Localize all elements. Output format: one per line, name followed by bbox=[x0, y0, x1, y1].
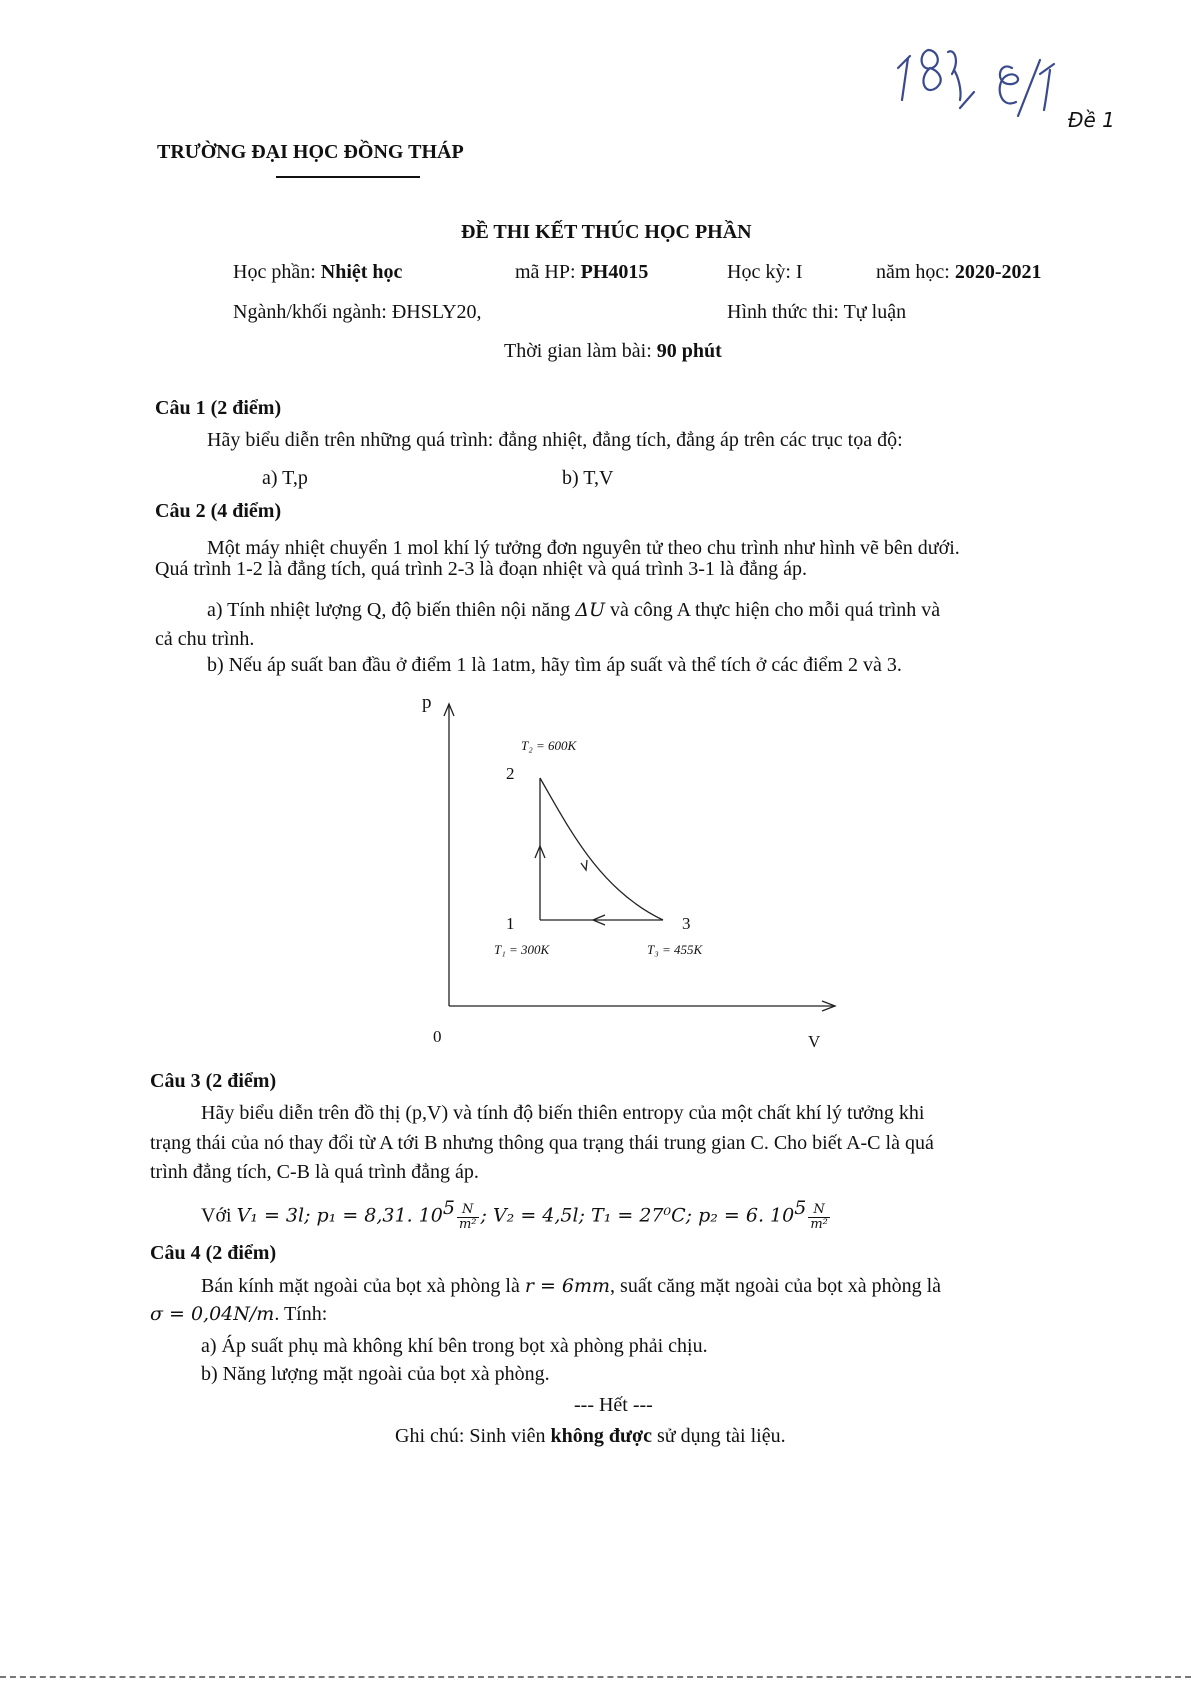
q4-line2 bbox=[150, 1302, 327, 1326]
exam-code-text: Đề 1 bbox=[1068, 108, 1115, 132]
q3-values bbox=[201, 1196, 832, 1232]
q1-text: Hãy biểu diễn trên những quá trình: đẳng nhiệt, đẳng tích, đẳng áp trên các trục tọa độ: bbox=[207, 429, 903, 451]
note-pre: Ghi chú: Sinh viên bbox=[395, 1425, 551, 1447]
q1-option-a: a) T,p bbox=[262, 467, 308, 489]
q3-exponent-2: 5 bbox=[794, 1197, 807, 1219]
exam-time bbox=[504, 339, 722, 363]
q2-delta-u: ΔU bbox=[575, 599, 605, 621]
q2-part-b: b) Nếu áp suất ban đầu ở điểm 1 là 1atm, hãy tìm áp suất và thể tích ở các điểm 2 và 3. bbox=[207, 654, 902, 676]
q2-title: Câu 2 (4 điểm) bbox=[155, 500, 282, 522]
course-label: Học phần: bbox=[233, 261, 321, 283]
q3-unit-2-num: N bbox=[808, 1203, 830, 1218]
course-code: PH4015 bbox=[580, 261, 649, 283]
school-name: TRƯỜNG ĐẠI HỌC ĐỒNG THÁP bbox=[157, 141, 464, 163]
v-axis-label: V bbox=[808, 1032, 821, 1051]
exam-code bbox=[1068, 108, 1115, 133]
origin-label: 0 bbox=[433, 1027, 442, 1046]
q2-part-a-line2: cả chu trình. bbox=[155, 628, 255, 650]
q4-line2-post: . Tính: bbox=[274, 1303, 328, 1325]
school-year bbox=[876, 260, 1042, 284]
q2-text-line2: Quá trình 1-2 là đẳng tích, quá trình 2-3 là đoạn nhiệt và quá trình 3-1 là đẳng áp. bbox=[155, 558, 808, 580]
q1-option-b: b) T,V bbox=[562, 467, 614, 489]
q3-values-part1: V₁ = 3l; p₁ = 8,31. 10 bbox=[236, 1204, 443, 1227]
q2-text-line1: Một máy nhiệt chuyển 1 mol khí lý tưởng đơn nguyên tử theo chu trình như hình vẽ bên dưới. bbox=[207, 537, 960, 559]
t2-label: T₂ = 600K bbox=[521, 738, 577, 753]
q3-exponent-1: 5 bbox=[442, 1197, 455, 1219]
q4-sigma: σ = 0,04N/m bbox=[150, 1303, 275, 1325]
q2-part-a-post: và công A thực hiện cho mỗi quá trình và bbox=[604, 599, 941, 621]
q4-title: Câu 4 (2 điểm) bbox=[150, 1242, 277, 1264]
point-3-label: 3 bbox=[682, 914, 691, 933]
course-code-label: mã HP: bbox=[515, 261, 581, 283]
q2-part-a-pre: a) Tính nhiệt lượng Q, độ biến thiên nội năng bbox=[207, 599, 576, 621]
q3-unit-1 bbox=[457, 1203, 479, 1232]
note-post: sử dụng tài liệu. bbox=[652, 1425, 786, 1447]
q3-line3: trình đẳng tích, C-B là quá trình đẳng áp. bbox=[150, 1161, 479, 1183]
q4-line1-pre: Bán kính mặt ngoài của bọt xà phòng là bbox=[201, 1275, 525, 1297]
exam-title: ĐỀ THI KẾT THÚC HỌC PHẦN bbox=[461, 221, 752, 243]
note bbox=[395, 1424, 786, 1448]
q4-part-a: a) Áp suất phụ mà không khí bên trong bọt xà phòng phải chịu. bbox=[201, 1335, 708, 1357]
school-year-label: năm học: bbox=[876, 261, 955, 283]
end-marker: --- Hết --- bbox=[574, 1394, 653, 1416]
page-bottom-border bbox=[0, 1676, 1191, 1678]
t1-label: T₁ = 300K bbox=[494, 942, 550, 957]
exam-time-label: Thời gian làm bài: bbox=[504, 340, 657, 362]
process-2-3-curve bbox=[540, 778, 663, 920]
q3-unit-1-den: m² bbox=[458, 1216, 477, 1232]
q3-unit-1-num: N bbox=[457, 1203, 479, 1218]
note-bold: không được bbox=[550, 1425, 652, 1447]
school-year-value: 2020-2021 bbox=[954, 261, 1042, 283]
q4-line1-post: , suất căng mặt ngoài của bọt xà phòng là bbox=[610, 1275, 942, 1297]
process-2-3-arrow bbox=[581, 860, 587, 870]
q3-unit-2 bbox=[808, 1203, 830, 1232]
exam-format: Hình thức thi: Tự luận bbox=[727, 301, 907, 323]
t3-label: T₃ = 455K bbox=[647, 942, 703, 957]
q4-radius: r = 6mm bbox=[524, 1275, 611, 1297]
course-code-info bbox=[515, 260, 648, 284]
p-axis-label: p bbox=[422, 692, 432, 713]
major: Ngành/khối ngành: ĐHSLY20, bbox=[233, 301, 482, 323]
course-info bbox=[233, 260, 402, 284]
q3-unit-2-den: m² bbox=[810, 1216, 828, 1232]
exam-time-value: 90 phút bbox=[656, 340, 722, 362]
q3-with: Với bbox=[201, 1204, 237, 1227]
school-underline bbox=[276, 176, 420, 178]
point-1-label: 1 bbox=[506, 914, 515, 933]
q3-line1: Hãy biểu diễn trên đồ thị (p,V) và tính độ biến thiên entropy của một chất khí lý tưởng khi bbox=[201, 1102, 925, 1124]
q1-title: Câu 1 (2 điểm) bbox=[155, 397, 282, 419]
pv-diagram bbox=[400, 690, 860, 1060]
course-name: Nhiệt học bbox=[320, 261, 403, 283]
point-2-label: 2 bbox=[506, 764, 515, 783]
semester: Học kỳ: I bbox=[727, 261, 803, 283]
q3-values-part2: ; V₂ = 4,5l; T₁ = 27⁰C; p₂ = 6. 10 bbox=[480, 1204, 795, 1227]
q3-title: Câu 3 (2 điểm) bbox=[150, 1070, 277, 1092]
q4-line1 bbox=[201, 1274, 941, 1298]
q4-part-b: b) Năng lượng mặt ngoài của bọt xà phòng. bbox=[201, 1363, 550, 1385]
q2-part-a bbox=[207, 598, 940, 622]
q3-line2: trạng thái của nó thay đổi từ A tới B nhưng thông qua trạng thái trung gian C. Cho biết A-C là quá bbox=[150, 1132, 934, 1154]
